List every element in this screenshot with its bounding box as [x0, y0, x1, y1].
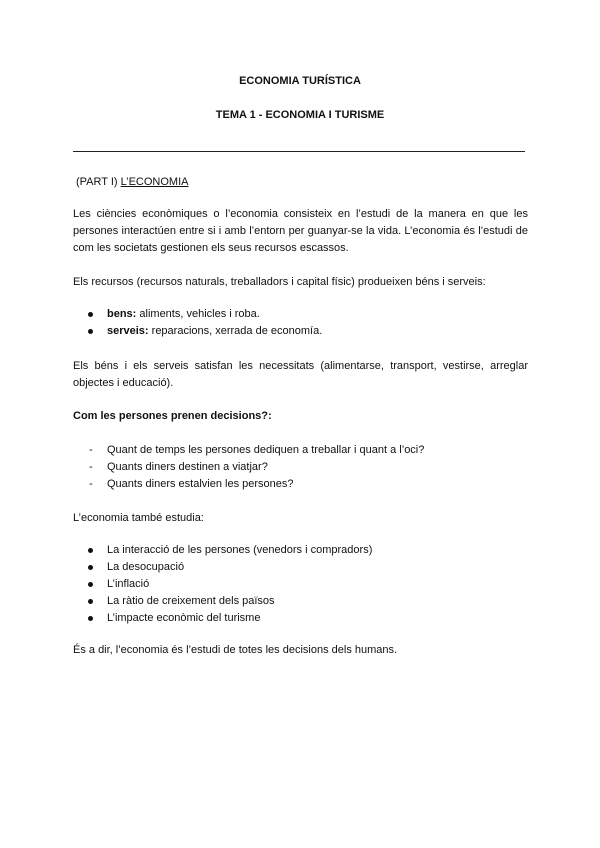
- list-item: [73, 593, 528, 610]
- list-item-text: La desocupació: [107, 561, 185, 573]
- list-item: [73, 442, 528, 459]
- also-studies-paragraph: L’economia també estudia:: [73, 512, 204, 524]
- list-item: [73, 559, 528, 576]
- conclusion-paragraph: És a dir, l’economia és l’estudi de totes les decisions dels humans.: [73, 644, 398, 656]
- bullet-icon: [88, 565, 93, 570]
- list-item: [73, 323, 528, 340]
- decisions-heading: Com les persones prenen decisions?:: [73, 410, 272, 422]
- dash-bullet: -: [89, 461, 93, 473]
- study-items-list: [73, 542, 528, 627]
- list-item-text: Quant de temps les persones dediquen a treballar i quant a l’oci?: [107, 444, 425, 456]
- horizontal-divider: [73, 151, 525, 152]
- list-item: [73, 576, 528, 593]
- section-heading: [76, 174, 531, 191]
- list-item: [73, 610, 528, 627]
- needs-paragraph: Els béns i els serveis satisfan les necessitats (alimentarse, transport, vestirse, arreglar objectes i educació).: [73, 360, 528, 389]
- bullet-icon: [88, 548, 93, 553]
- list-item-text: La ràtio de creixement dels països: [107, 595, 275, 607]
- decision-questions-list: [73, 442, 528, 493]
- list-item-text: reparacions, xerrada de economía.: [148, 325, 323, 337]
- list-item-text: L’inflació: [107, 578, 150, 590]
- list-item-text: L’impacte econòmic del turisme: [107, 612, 261, 624]
- list-item: [73, 306, 528, 323]
- bullet-icon: [88, 616, 93, 621]
- list-item: [73, 459, 528, 476]
- dash-bullet: -: [89, 478, 93, 490]
- bullet-icon: [88, 329, 93, 334]
- list-item-text: Quants diners estalvien les persones?: [107, 478, 294, 490]
- bullet-icon: [88, 582, 93, 587]
- bullet-icon: [88, 312, 93, 317]
- list-item-term: bens:: [107, 308, 137, 320]
- part-prefix: (PART I): [76, 176, 118, 188]
- list-item-text: La interacció de les persones (venedors i compradors): [107, 544, 373, 556]
- part-title: L’ECONOMIA: [120, 176, 189, 188]
- resource-list: [73, 306, 528, 340]
- dash-bullet: -: [89, 444, 93, 456]
- list-item-text: aliments, vehicles i roba.: [136, 308, 260, 320]
- intro-paragraph: Les ciències econòmiques o l’economia consisteix en l’estudi de la manera en que les persones interactúen entre si i amb l’entorn per guanyar-se la vida. L’economia és l’estudi de com les societats gestionen els seus recursos escassos.: [73, 208, 528, 254]
- resources-paragraph: Els recursos (recursos naturals, treballadors i capital físic) produeixen béns i serveis:: [73, 276, 486, 288]
- list-item-text: Quants diners destinen a viatjar?: [107, 461, 268, 473]
- topic-title: TEMA 1 - ECONOMIA I TURISME: [215, 109, 385, 121]
- list-item: [73, 542, 528, 559]
- list-item: [73, 476, 528, 493]
- course-title: ECONOMIA TURÍSTICA: [239, 75, 361, 87]
- list-item-term: serveis:: [107, 325, 149, 337]
- bullet-icon: [88, 599, 93, 604]
